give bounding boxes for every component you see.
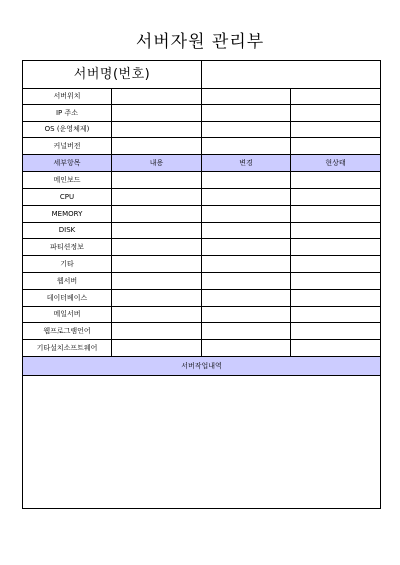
detail-row-partition [23, 239, 381, 256]
detail-content-cell [112, 323, 202, 340]
detail-content-cell [112, 189, 202, 206]
info-cell [202, 138, 291, 155]
detail-change-cell [202, 256, 291, 273]
detail-status-cell [291, 340, 381, 357]
detail-row-other-software [23, 340, 381, 357]
info-cell [202, 105, 291, 122]
detail-status-cell [291, 172, 381, 189]
info-cell [291, 138, 381, 155]
detail-row-etc [23, 256, 381, 273]
detail-label-partition: 파티션정보 [23, 239, 112, 256]
detail-row-mail-server [23, 307, 381, 323]
detail-row-mainboard [23, 172, 381, 189]
detail-content-cell [112, 273, 202, 290]
server-resource-table [22, 60, 381, 509]
server-name-value-cell [202, 61, 381, 89]
detail-content-cell [112, 239, 202, 256]
detail-status-cell [291, 189, 381, 206]
detail-content-cell [112, 172, 202, 189]
page-title: 서버자원 관리부 [135, 32, 265, 52]
detail-label-etc: 기타 [23, 256, 112, 273]
info-label-ip-address: IP 주소 [23, 105, 112, 122]
detail-change-cell [202, 172, 291, 189]
detail-row-disk [23, 223, 381, 239]
detail-label-other-software: 기타설치소프트웨어 [23, 340, 112, 357]
detail-content-cell [112, 290, 202, 307]
detail-status-cell [291, 323, 381, 340]
detail-change-cell [202, 239, 291, 256]
info-row-os [23, 122, 381, 138]
info-cell [202, 122, 291, 138]
detail-label-mainboard: 메인보드 [23, 172, 112, 189]
info-cell [112, 105, 202, 122]
detail-content-cell [112, 223, 202, 239]
detail-header-row [23, 155, 381, 172]
detail-row-web-language [23, 323, 381, 340]
detail-row-database [23, 290, 381, 307]
detail-content-cell [112, 340, 202, 357]
detail-status-cell [291, 256, 381, 273]
work-log-header-row [23, 357, 381, 376]
info-cell [291, 105, 381, 122]
detail-header-content: 내용 [112, 155, 202, 172]
detail-status-cell [291, 239, 381, 256]
detail-status-cell [291, 206, 381, 223]
detail-label-mail-server: 메일서버 [23, 307, 112, 323]
detail-status-cell [291, 273, 381, 290]
detail-change-cell [202, 290, 291, 307]
detail-row-web-server [23, 273, 381, 290]
detail-change-cell [202, 206, 291, 223]
detail-status-cell [291, 290, 381, 307]
detail-label-memory: MEMORY [23, 206, 112, 223]
server-name-row [23, 61, 381, 89]
detail-label-web-server: 웹서버 [23, 273, 112, 290]
info-cell [112, 122, 202, 138]
detail-row-memory [23, 206, 381, 223]
detail-header-change: 변경 [202, 155, 291, 172]
detail-label-web-language: 웹프로그램언어 [23, 323, 112, 340]
server-name-label: 서버명(번호) [23, 61, 202, 89]
detail-content-cell [112, 206, 202, 223]
detail-label-cpu: CPU [23, 189, 112, 206]
info-cell [291, 122, 381, 138]
info-label-os: OS (운영체제) [23, 122, 112, 138]
info-row-ip-address [23, 105, 381, 122]
detail-change-cell [202, 273, 291, 290]
detail-change-cell [202, 340, 291, 357]
detail-content-cell [112, 256, 202, 273]
detail-row-cpu [23, 189, 381, 206]
detail-change-cell [202, 223, 291, 239]
detail-header-status: 현상태 [291, 155, 381, 172]
work-log-body-cell [23, 376, 381, 509]
info-cell [202, 89, 291, 105]
info-label-server-location: 서버위치 [23, 89, 112, 105]
info-cell [112, 89, 202, 105]
detail-label-database: 데이터베이스 [23, 290, 112, 307]
info-label-kernel-version: 커널버전 [23, 138, 112, 155]
info-row-kernel-version [23, 138, 381, 155]
detail-change-cell [202, 323, 291, 340]
info-cell [291, 89, 381, 105]
detail-status-cell [291, 307, 381, 323]
detail-change-cell [202, 189, 291, 206]
info-cell [112, 138, 202, 155]
detail-content-cell [112, 307, 202, 323]
work-log-body-row [23, 376, 381, 509]
detail-label-disk: DISK [23, 223, 112, 239]
detail-change-cell [202, 307, 291, 323]
detail-header-item: 세부항목 [23, 155, 112, 172]
info-row-server-location [23, 89, 381, 105]
detail-status-cell [291, 223, 381, 239]
work-log-label: 서버작업내역 [23, 357, 381, 376]
